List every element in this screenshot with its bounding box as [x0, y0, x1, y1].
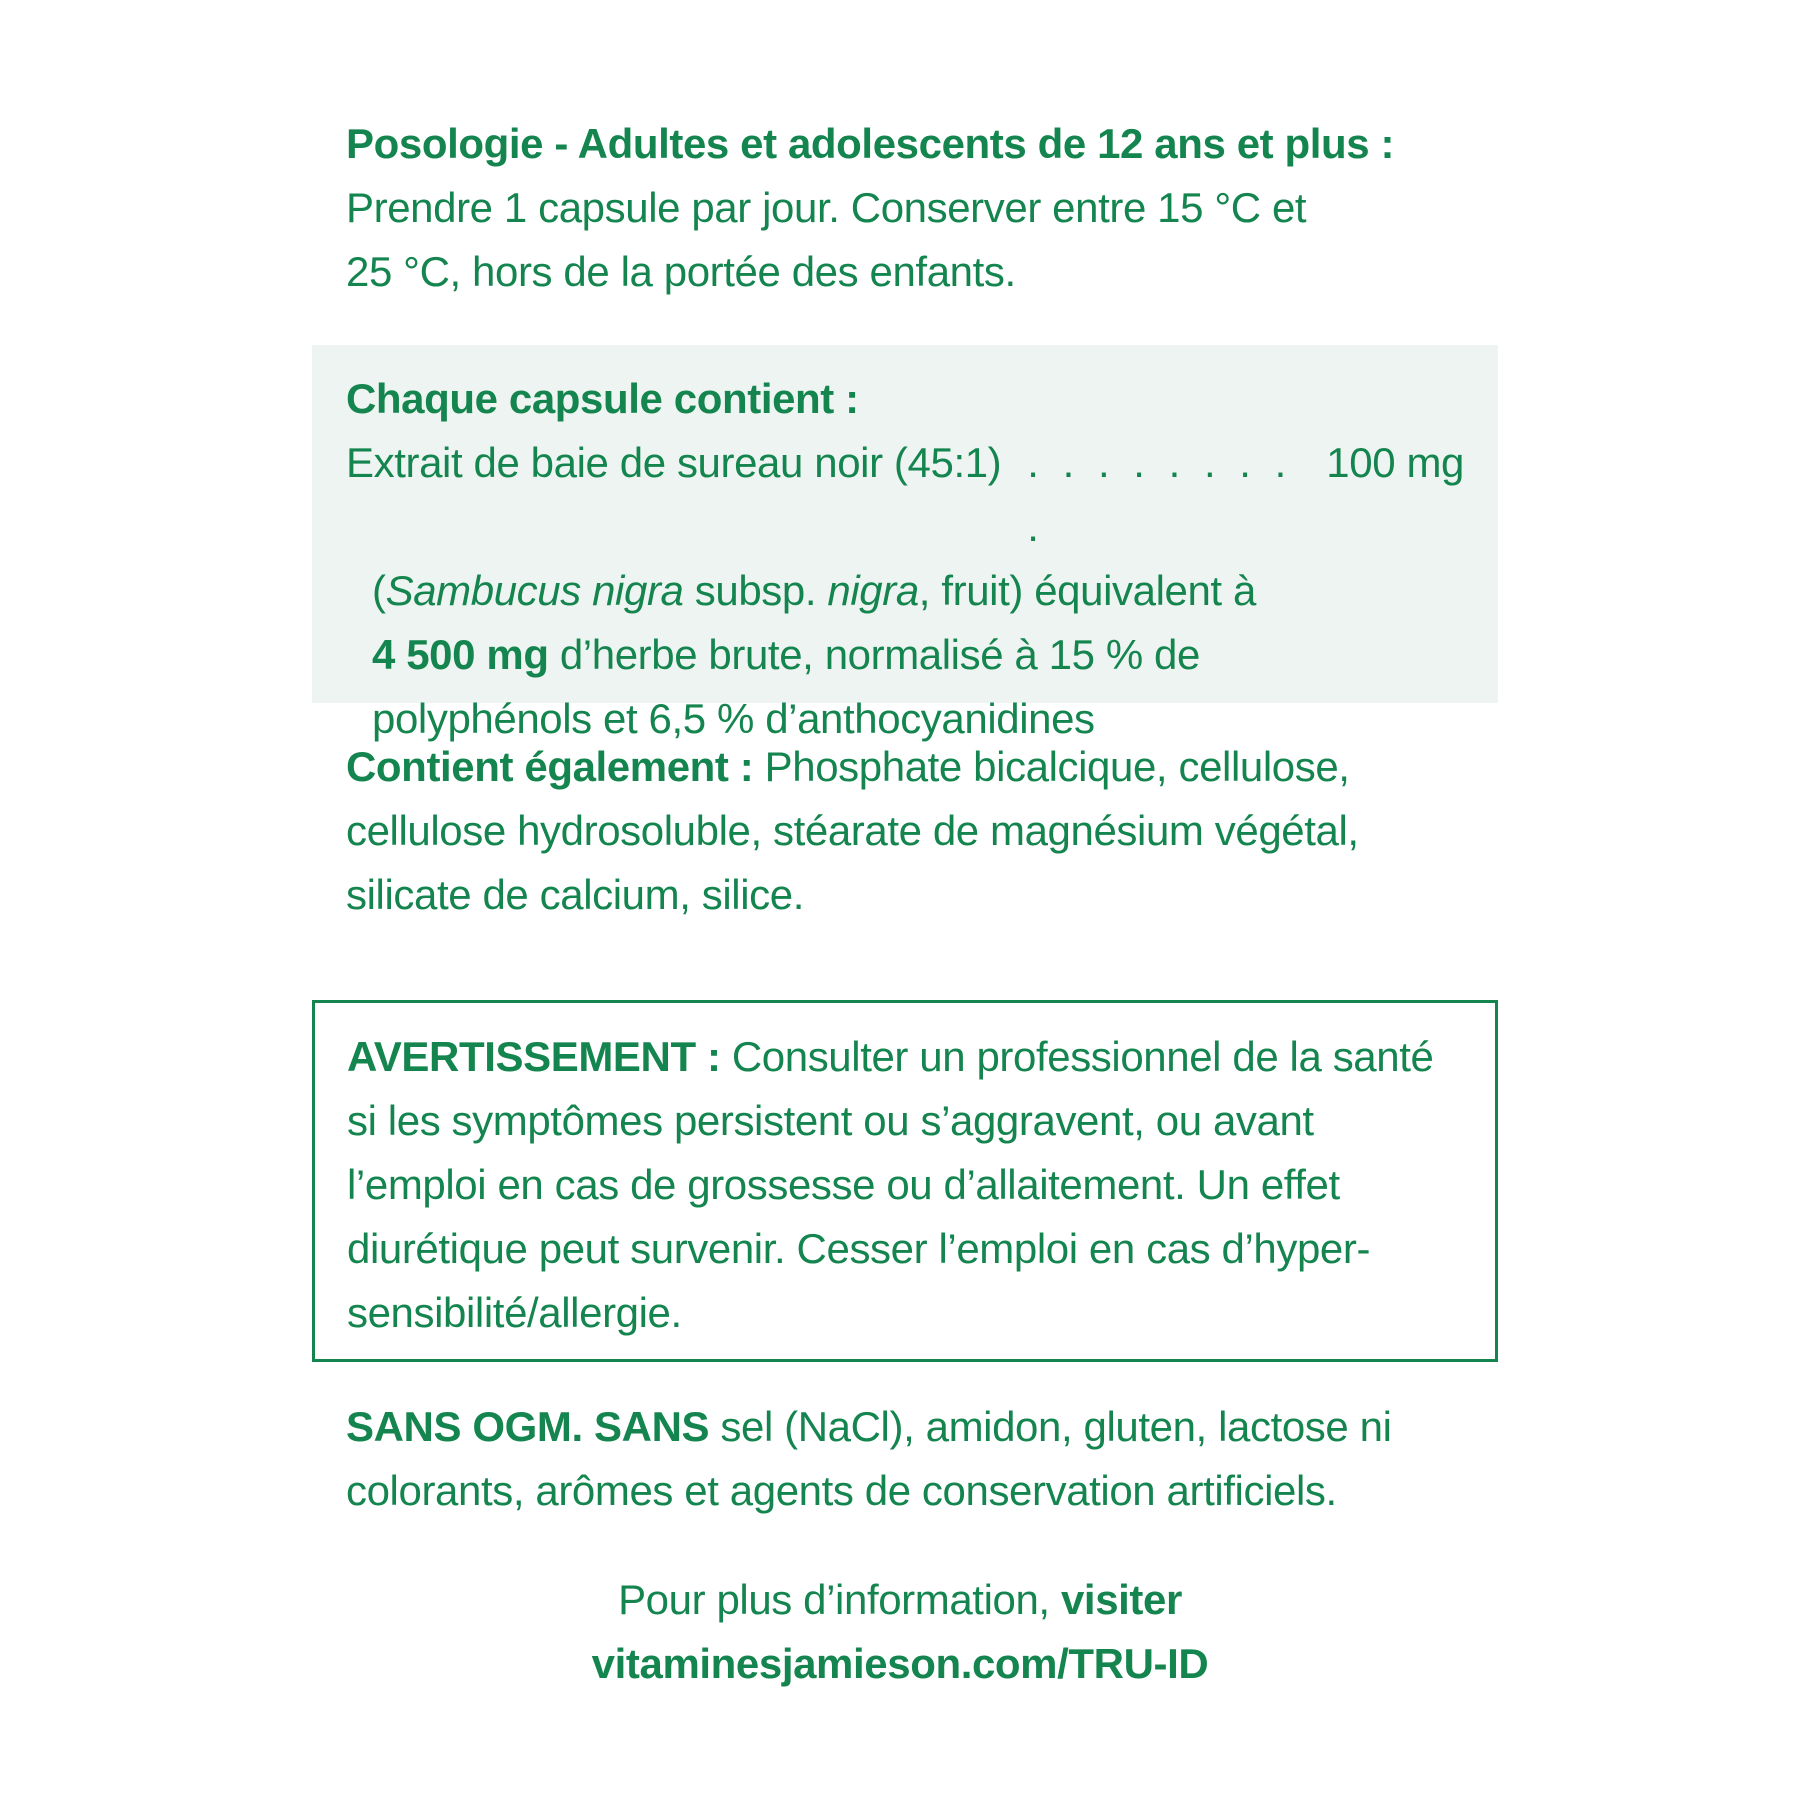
other-heading: Contient également : — [346, 743, 754, 790]
info-url-link[interactable]: vitaminesjamieson.com/TRU-ID — [591, 1640, 1209, 1687]
free-line-1-text: sel (NaCl), amidon, gluten, lactose ni — [709, 1403, 1392, 1450]
warning-line-3: l’emploi en cas de grossesse ou d’allaitement. Un effet — [347, 1161, 1340, 1208]
dosage-section — [312, 112, 1498, 304]
leader-dots: . . . . . . . . . — [1027, 439, 1293, 550]
info-text: Pour plus d’information, — [618, 1576, 1061, 1623]
other-line-1 — [346, 735, 1498, 799]
warning-line-1-text: Consulter un professionnel de la santé — [720, 1033, 1434, 1080]
source-species: Sambucus nigra — [385, 567, 684, 614]
free-line-2: colorants, arômes et agents de conservation artificiels. — [346, 1467, 1337, 1514]
extract-amount: 100 mg — [1326, 439, 1464, 486]
other-line-3: silicate de calcium, silice. — [346, 871, 804, 918]
warning-line-4: diurétique peut survenir. Cesser l’emploi en cas d’hyper- — [347, 1225, 1371, 1272]
contents-heading: Chaque capsule contient : — [346, 375, 859, 422]
standardization-line: polyphénols et 6,5 % d’anthocyanidines — [372, 695, 1095, 742]
source-rest: , fruit) équivalent à — [918, 567, 1256, 614]
warning-heading: AVERTISSEMENT : — [347, 1033, 721, 1080]
info-line-1 — [0, 1568, 1800, 1632]
capsule-contents-panel — [312, 345, 1498, 742]
warning-line-1 — [347, 1025, 1463, 1089]
info-visit: visiter — [1060, 1576, 1182, 1623]
warning-box — [312, 1000, 1498, 1362]
dosage-line-2: 25 °C, hors de la portée des enfants. — [346, 248, 1016, 295]
warning-line-5: sensibilité/allergie. — [347, 1289, 682, 1336]
extract-source-line — [346, 559, 1464, 623]
other-ingredients-section — [312, 735, 1498, 927]
extract-row — [346, 431, 1464, 559]
extract-name: Extrait de baie de sureau noir (45:1) — [346, 439, 1002, 486]
source-subsp-name: nigra — [827, 567, 919, 614]
source-subsp: subsp. — [683, 567, 828, 614]
source-open: ( — [372, 567, 386, 614]
info-section — [0, 1568, 1800, 1696]
free-heading: SANS OGM. SANS — [346, 1403, 710, 1450]
warning-line-2: si les symptômes persistent ou s’aggravent, ou avant — [347, 1097, 1314, 1144]
free-line-1 — [346, 1395, 1498, 1459]
equiv-amount: 4 500 mg — [372, 631, 549, 678]
other-line-2: cellulose hydrosoluble, stéarate de magnésium végétal, — [346, 807, 1359, 854]
equivalence-line — [346, 623, 1464, 687]
dosage-line-1: Prendre 1 capsule par jour. Conserver entre 15 °C et — [346, 184, 1307, 231]
dosage-heading: Posologie - Adultes et adolescents de 12 ans et plus : — [346, 120, 1395, 167]
equiv-rest: d’herbe brute, normalisé à 15 % de — [548, 631, 1200, 678]
free-from-section — [312, 1395, 1498, 1523]
other-line-1-text: Phosphate bicalcique, cellulose, — [753, 743, 1350, 790]
